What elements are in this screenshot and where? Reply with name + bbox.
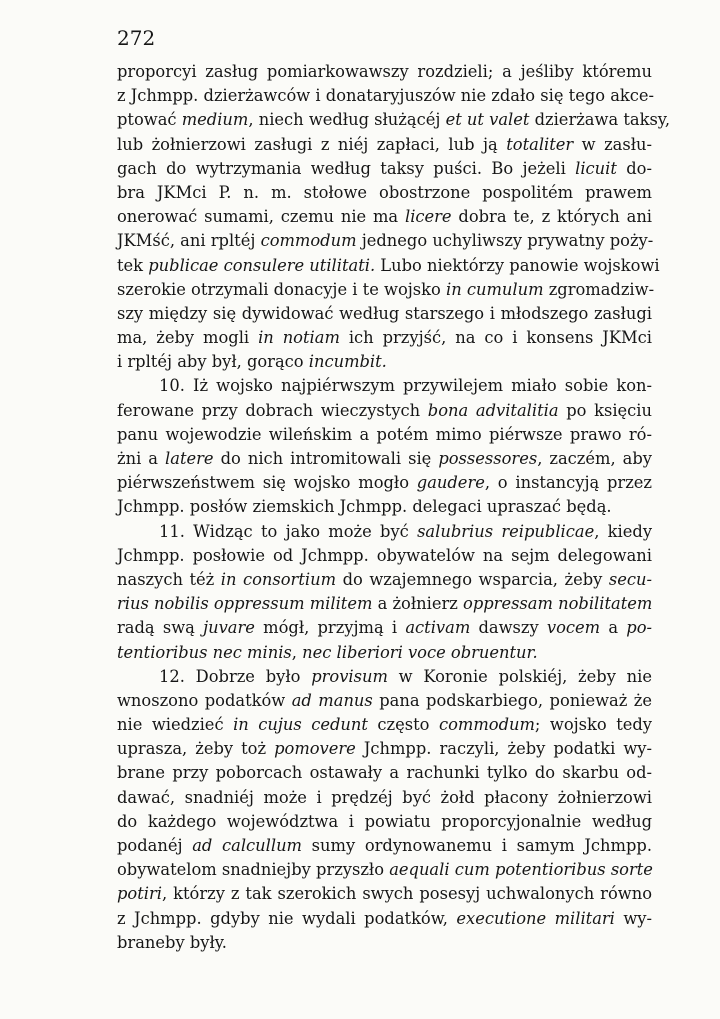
text-line: ferowane przy dobrach wieczystych bona advitalitia po księciu (117, 400, 652, 420)
text-line: dawać, snadniéj może i prędzéj być żołd płacony żołnierzowi (117, 787, 652, 807)
italic-phrase: commodum (438, 715, 535, 735)
italic-phrase: activam (405, 618, 471, 638)
text-line: szy między się dywidować według starszego i młodszego zasługi (117, 303, 652, 323)
text-line: bra JKMci P. n. m. stołowe obostrzone pospolitém prawem (117, 182, 652, 202)
italic-phrase: oppressam nobilitatem (463, 594, 653, 614)
text-line: 10. Iż wojsko najpiérwszym przywilejem miało sobie kon- (159, 376, 652, 396)
italic-phrase: commodum (260, 231, 357, 251)
text-line: Jchmpp. posłowie od Jchmpp. obywatelów na sejm delegowani (117, 545, 652, 565)
text-line: piérwszeństwem się wojsko mogło gaudere, o instancyją przez (117, 473, 652, 493)
italic-phrase: bona advitalitia (427, 400, 559, 420)
italic-phrase: vocem (546, 618, 601, 638)
text-line: i rpltéj aby był, gorąco incumbit. (117, 352, 387, 372)
text-line: do każdego województwa i powiatu proporcyjonalnie według (117, 811, 652, 831)
italic-phrase: juvare (203, 618, 255, 638)
italic-phrase: ad manus (291, 690, 373, 710)
italic-phrase: latere (165, 449, 214, 468)
text-line: radą swą juvare mógł, przyjmą i activam dawszy vocem a po- (117, 618, 653, 638)
text-line: lub żołnierzowi zasługi z niéj zapłaci, lub ją totaliter w zasłu- (117, 134, 652, 154)
italic-phrase: rius nobilis oppressum militem (117, 594, 373, 614)
italic-phrase: possessores (438, 449, 538, 468)
italic-phrase: ad calcullum (192, 836, 302, 855)
text-line: braneby były. (117, 932, 227, 952)
text-line: wnoszono podatków ad manus pana podskarbiego, ponieważ że (117, 690, 652, 710)
italic-phrase: totaliter (506, 134, 574, 154)
italic-phrase: salubrius reipublicae (417, 521, 595, 541)
text-line: tek publicae consulere utilitati. Lubo niektórzy panowie wojskowi (117, 255, 660, 275)
text-line: gach do wytrzymania według taksy puści. Bo jeżeli licuit do- (117, 158, 652, 178)
italic-phrase: publicae consulere utilitati. (148, 255, 376, 275)
text-line: ma, żeby mogli in notiam ich przyjść, na co i konsens JKMci (117, 328, 652, 348)
text-line: rius nobilis oppressum militem a żołnierz oppressam nobilitatem (117, 594, 653, 614)
text-line: panu wojewodzie wileńskim a potém mimo piérwsze prawo ró- (117, 424, 652, 444)
text-line: naszych téż in consortium do wzajemnego wsparcia, żeby secu- (117, 569, 652, 589)
body-text (117, 60, 671, 955)
text-line: JKMść, ani rpltéj commodum jednego uchyliwszy prywatny poży- (117, 231, 654, 251)
text-line: potiri, którzy z tak szerokich swych posesyj uchwalonych równo (117, 884, 652, 904)
italic-phrase: provisum (311, 666, 388, 686)
text-line: podanéj ad calcullum sumy ordynowanemu i samym Jchmpp. (117, 836, 652, 855)
italic-phrase: in notiam (258, 328, 340, 348)
text-line: Jchmpp. posłów ziemskich Jchmpp. delegaci upraszać będą. (117, 497, 612, 517)
page-number: 272 (117, 26, 156, 50)
text-line: tentioribus nec minis, nec liberiori voce obruentur. (117, 642, 538, 662)
text-line: z Jchmpp. gdyby nie wydali podatków, executione militari wy- (117, 908, 652, 928)
text-line: 11. Widząc to jako może być salubrius reipublicae, kiedy (159, 521, 653, 541)
italic-phrase: licuit (575, 158, 617, 178)
italic-phrase: tentioribus nec minis (117, 642, 292, 662)
text-line: ptować medium, niech według służącéj et ut valet dzierżawa taksy, (117, 110, 671, 130)
italic-phrase: executione militari (456, 908, 615, 928)
text-line: z Jchmpp. dzierżawców i donataryjuszów nie zdało się tego akce- (117, 86, 655, 106)
text-line: 12. Dobrze było provisum w Koronie polskiéj, żeby nie (159, 666, 652, 686)
italic-phrase: in cujus cedunt (233, 715, 368, 735)
italic-phrase: nec liberiori voce obruentur. (302, 642, 538, 662)
text-line: uprasza, żeby toż pomovere Jchmpp. raczyli, żeby podatki wy- (117, 739, 652, 759)
italic-phrase: et ut valet (445, 110, 530, 130)
italic-phrase: gaudere (416, 473, 485, 493)
text-line: onerować sumami, czemu nie ma licere dobra te, z których ani (117, 207, 653, 227)
italic-phrase: secu- (608, 569, 652, 589)
italic-phrase: medium (181, 110, 249, 130)
text-line: szerokie otrzymali donacyje i te wojsko in cumulum zgromadziw- (117, 279, 655, 299)
text-line: nie wiedzieć in cujus cedunt często commodum; wojsko tedy (117, 715, 653, 735)
italic-phrase: pomovere (274, 739, 356, 759)
text-line: proporcyi zasług pomiarkowawszy rozdzieli; a jeśliby któremu (117, 62, 652, 81)
italic-phrase: potiri (117, 884, 162, 904)
italic-phrase: in cumulum (446, 279, 544, 299)
italic-phrase: incumbit. (308, 352, 387, 372)
text-line: żni a latere do nich intromitowali się possessores, zaczém, aby (117, 449, 652, 468)
italic-phrase: in consortium (220, 569, 337, 589)
text-line: brane przy poborcach ostawały a rachunki tylko do skarbu od- (117, 763, 652, 783)
text-line: obywatelom snadniejby przyszło aequali cum potentioribus sorte (117, 860, 653, 880)
italic-phrase: aequali cum potentioribus sorte (389, 860, 653, 880)
italic-phrase: licere (404, 207, 452, 227)
italic-phrase: po- (626, 618, 653, 638)
